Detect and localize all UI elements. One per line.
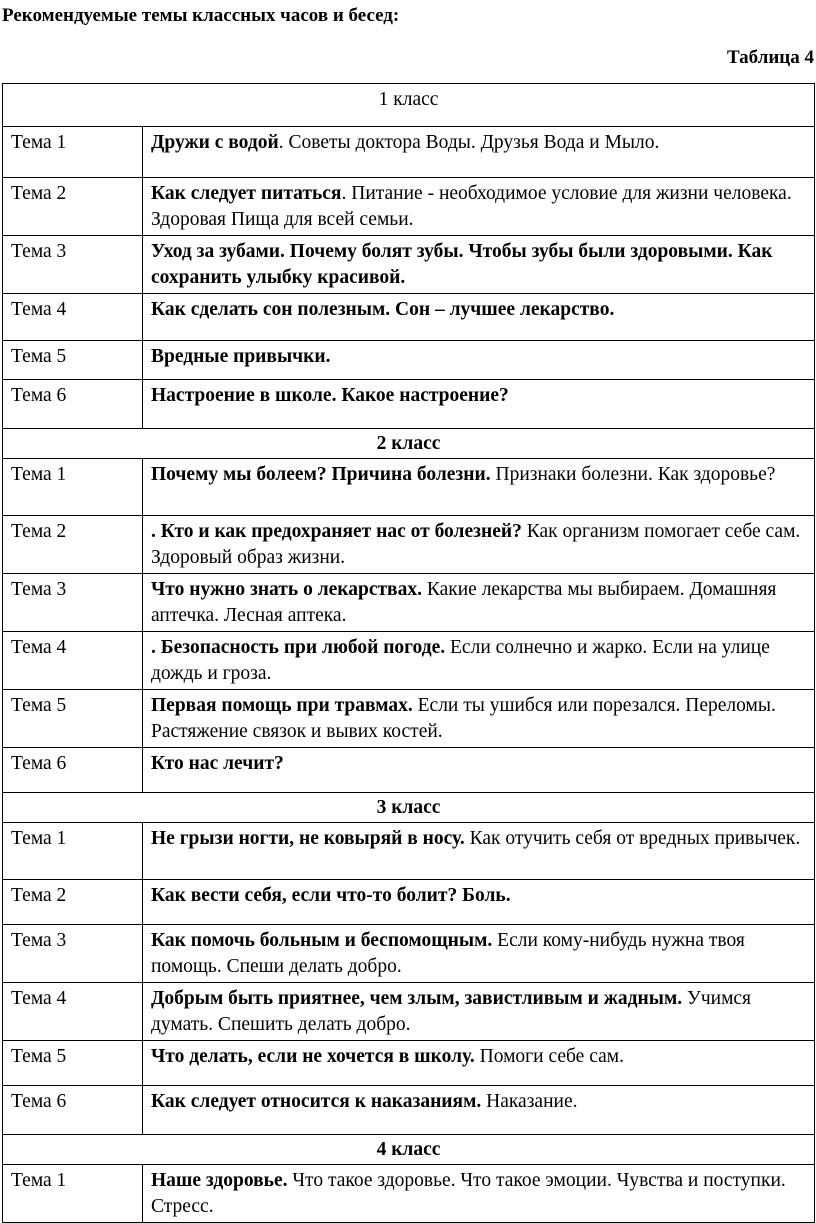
topic-row: [3, 748, 815, 793]
topic-description: [143, 880, 815, 925]
topic-number: Тема 4: [3, 632, 143, 690]
topic-description: [143, 1086, 815, 1135]
topic-description: [143, 127, 815, 178]
topic-details: Какие лекарства мы выбираем. Домашняя аптечка. Лесная аптека.: [151, 579, 777, 626]
topic-title: Что нужно знать о лекарствах.: [151, 579, 422, 600]
topic-details: Как организм помогает себе сам. Здоровый образ жизни.: [151, 521, 801, 568]
topic-number: Тема 1: [3, 823, 143, 880]
grade-header-row: [3, 793, 815, 823]
topic-details: Если кому-нибудь нужна твоя помощь. Спеши делать добро.: [151, 930, 745, 977]
topic-title: Что делать, если не хочется в школу.: [151, 1046, 475, 1067]
topic-title: Дружи с водой: [151, 132, 279, 153]
topic-details: Учимся думать. Спешить делать добро.: [151, 988, 752, 1035]
topic-number: Тема 6: [3, 380, 143, 429]
topic-title: Как помочь больным и беспомощным.: [151, 930, 493, 951]
table-caption: Таблица 4: [726, 47, 814, 68]
topic-title: Не грызи ногти, не ковыряй в носу.: [151, 828, 465, 849]
topic-title: Настроение в школе. Какое настроение?: [151, 385, 509, 406]
topic-number: Тема 1: [3, 127, 143, 178]
topic-description: [143, 925, 815, 983]
topic-number: Тема 1: [3, 1165, 143, 1223]
topic-row: [3, 1165, 815, 1223]
topic-number: Тема 6: [3, 748, 143, 793]
topic-title: Наше здоровье.: [151, 1170, 288, 1191]
topic-number: Тема 2: [3, 880, 143, 925]
topic-number: Тема 3: [3, 236, 143, 294]
topic-details: Наказание.: [481, 1091, 578, 1112]
topics-table: [2, 83, 815, 1223]
grade-header-row: [3, 1135, 815, 1165]
topic-title: Уход за зубами. Почему болят зубы. Чтобы зубы были здоровыми. Как сохранить улыбку красивой.: [151, 241, 773, 288]
topic-details: Если ты ушибся или порезался. Переломы. Растяжение связок и вывих костей.: [151, 695, 776, 742]
topic-details: Признаки болезни. Как здоровье?: [490, 464, 776, 485]
topic-number: Тема 3: [3, 574, 143, 632]
topic-description: [143, 983, 815, 1041]
topic-row: [3, 294, 815, 341]
topic-number: Тема 5: [3, 341, 143, 380]
topic-details: Что такое здоровье. Что такое эмоции. Чувства и поступки. Стресс.: [151, 1170, 786, 1217]
topic-description: [143, 632, 815, 690]
grade-header-row: [3, 84, 815, 127]
topic-number: Тема 5: [3, 1041, 143, 1086]
topic-row: [3, 236, 815, 294]
topic-number: Тема 1: [3, 459, 143, 516]
topic-row: [3, 459, 815, 516]
topic-title: Как вести себя, если что-то болит? Боль.: [151, 885, 511, 906]
topic-title: Добрым быть приятнее, чем злым, завистливым и жадным.: [151, 988, 683, 1009]
topic-details: Помоги себе сам.: [474, 1046, 624, 1067]
topic-description: [143, 1165, 815, 1223]
grade-header-row: [3, 429, 815, 459]
topic-description: [143, 1041, 815, 1086]
topic-number: Тема 2: [3, 516, 143, 574]
topic-row: [3, 632, 815, 690]
topic-title: . Кто и как предохраняет нас от болезней?: [151, 521, 522, 542]
topic-description: [143, 459, 815, 516]
topic-row: [3, 1086, 815, 1135]
topic-row: [3, 823, 815, 880]
topic-number: Тема 2: [3, 178, 143, 236]
topic-details: Если солнечно и жарко. Если на улице дождь и гроза.: [151, 637, 770, 684]
topic-details: Как отучить себя от вредных привычек.: [464, 828, 801, 849]
topic-row: [3, 690, 815, 748]
topic-description: [143, 178, 815, 236]
topic-row: [3, 516, 815, 574]
topic-title: Первая помощь при травмах.: [151, 695, 413, 716]
topic-title: Почему мы болеем? Причина болезни.: [151, 464, 491, 485]
topic-details: . Питание - необходимое условие для жизни человека. Здоровая Пища для всей семьи.: [151, 183, 792, 230]
topic-row: [3, 380, 815, 429]
topics-table-body: [3, 84, 815, 1223]
topic-description: [143, 341, 815, 380]
topic-title: Как следует питаться: [151, 183, 342, 204]
topic-description: [143, 380, 815, 429]
grade-header: 3 класс: [3, 793, 815, 823]
topic-number: Тема 4: [3, 983, 143, 1041]
topic-description: [143, 574, 815, 632]
grade-header: 4 класс: [3, 1135, 815, 1165]
topic-row: [3, 880, 815, 925]
topic-description: [143, 690, 815, 748]
topic-title: Кто нас лечит?: [151, 753, 284, 774]
topic-description: [143, 823, 815, 880]
topic-description: [143, 294, 815, 341]
topic-title: Как следует относится к наказаниям.: [151, 1091, 482, 1112]
topic-description: [143, 748, 815, 793]
grade-header: 2 класс: [3, 429, 815, 459]
topic-number: Тема 5: [3, 690, 143, 748]
topic-description: [143, 516, 815, 574]
topic-description: [143, 236, 815, 294]
grade-header: 1 класс: [3, 84, 815, 127]
topic-title: Вредные привычки.: [151, 346, 331, 367]
topic-title: Как сделать сон полезным. Сон – лучшее лекарство.: [151, 299, 615, 320]
topic-row: [3, 178, 815, 236]
topic-number: Тема 4: [3, 294, 143, 341]
topic-number: Тема 6: [3, 1086, 143, 1135]
topic-row: [3, 574, 815, 632]
topic-row: [3, 1041, 815, 1086]
topic-row: [3, 925, 815, 983]
topic-number: Тема 3: [3, 925, 143, 983]
topic-row: [3, 127, 815, 178]
topic-details: . Советы доктора Воды. Друзья Вода и Мыло.: [278, 132, 660, 153]
topic-row: [3, 983, 815, 1041]
document-title: Рекомендуемые темы классных часов и бесед:: [2, 5, 400, 26]
topic-title: . Безопасность при любой погоде.: [151, 637, 446, 658]
topic-row: [3, 341, 815, 380]
